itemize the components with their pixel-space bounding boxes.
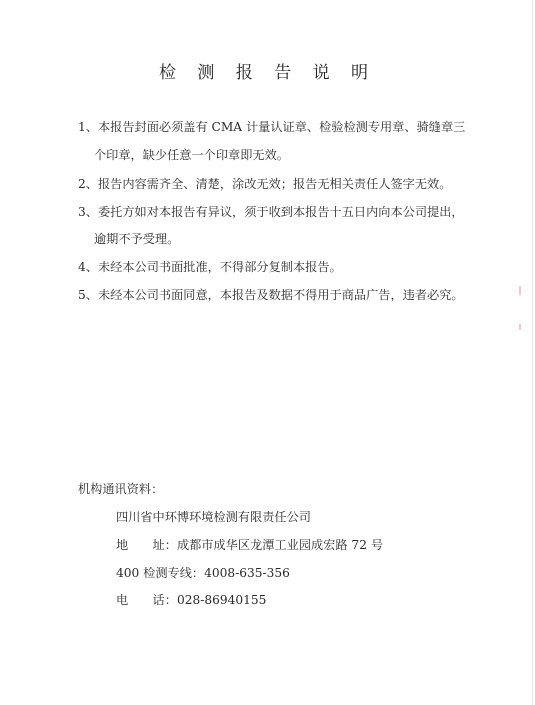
clause-4-line-1: 4、未经本公司书面批准，不得部分复制本报告。 — [78, 260, 342, 274]
address-row — [116, 536, 383, 553]
phone-value: 028-86940155 — [176, 593, 267, 607]
seal-bleed-mark — [519, 324, 521, 330]
clause-3-line-1: 3、委托方如对本报告有异议，须于收到本报告十五日内向本公司提出， — [78, 205, 464, 219]
company-name: 四川省中环博环境检测有限责任公司 — [116, 510, 311, 524]
contact-heading: 机构通讯资料： — [78, 482, 164, 496]
clause-2-line-1: 2、报告内容需齐全、清楚，涂改无效；报告无相关责任人签字无效。 — [78, 177, 452, 191]
page-title: 检 测 报 告 说 明 — [158, 63, 377, 83]
address-value: 成都市成华区龙潭工业园成宏路 72 号 — [176, 538, 384, 552]
clause-1-line-2: 个印章，缺少任意一个印章即无效。 — [94, 148, 289, 162]
page-edge — [532, 0, 533, 705]
hotline-row — [116, 564, 290, 581]
clause-3-line-2: 逾期不予受理。 — [94, 232, 180, 246]
phone-row — [116, 591, 266, 608]
clause-1-line-1: 1、本报告封面必须盖有 CMA 计量认证章、检验检测专用章、骑缝章三 — [78, 120, 466, 134]
hotline-label: 400 检测专线： — [116, 566, 205, 580]
seal-bleed-mark — [519, 286, 521, 295]
phone-label: 电 话： — [116, 593, 177, 607]
address-label: 地 址： — [116, 538, 177, 552]
hotline-value: 4008-635-356 — [204, 566, 290, 580]
clause-5-line-1: 5、未经本公司书面同意，本报告及数据不得用于商品广告，违者必究。 — [78, 288, 464, 302]
